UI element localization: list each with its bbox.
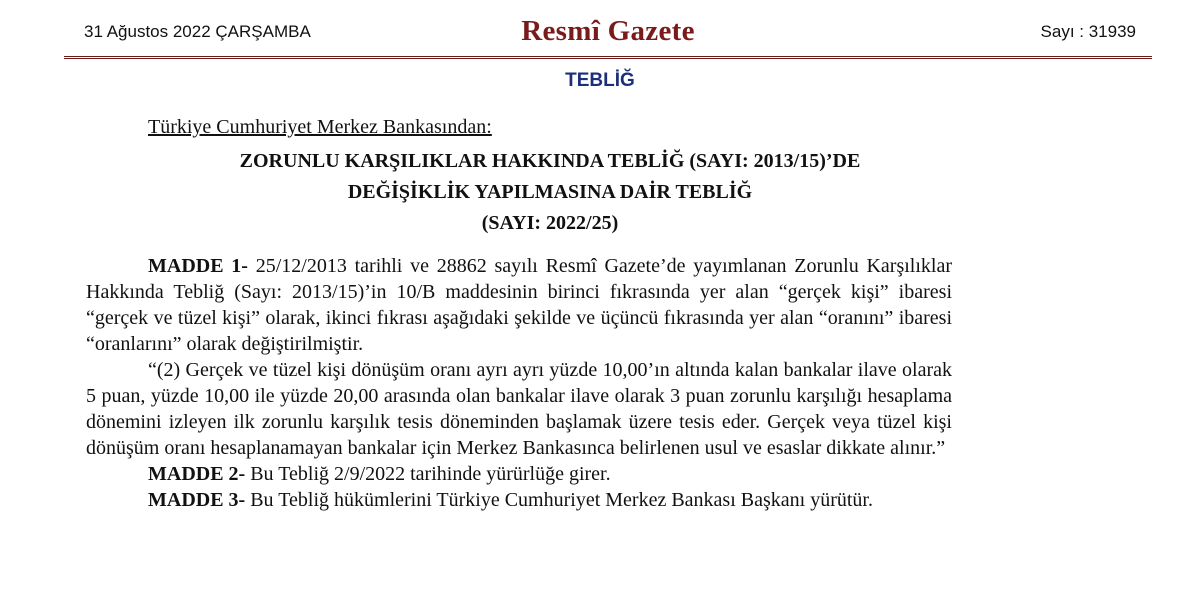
issue-date: 31 Ağustos 2022 ÇARŞAMBA [84, 22, 311, 41]
gazette-title: Resmî Gazete [521, 15, 695, 47]
document-title-line-3: (SAYI: 2022/25) [481, 212, 619, 234]
document-title [0, 146, 1100, 239]
masthead [64, 14, 1152, 59]
article-1 [86, 253, 952, 357]
amended-paragraph-quote: “(2) Gerçek ve tüzel kişi dönüşüm oranı ayrı ayrı yüzde 10,00’ın altında kalan bankalar ilave olarak 5 puan, yüzde 10,00 ile yüzde 20,00 arasında olan bankalar ilave olarak 3 puan zorunlu karşılığı hesaplama dönemini izleyen ilk zorunlu karşılık tesis döneminden başlamak üzere tesis eder. Gerçek veya tüzel kişi dönüşüm oranı hesaplanamayan bankalar için Merkez Bankasınca belirlenen usul ve esaslar dikkate alınır.” [86, 359, 952, 459]
article-1-label: MADDE 1- [148, 255, 248, 277]
article-1-text: 25/12/2013 tarihli ve 28862 sayılı Resmî Gazete’de yayımlanan Zorunlu Karşılıklar Hakkında Tebliğ (Sayı: 2013/15)’in 10/B maddesinin birinci fıkrasında yer alan “gerçek kişi” ibaresi “gerçek ve tüzel kişi” olarak, ikinci fıkrası aşağıdaki şekilde ve üçüncü fıkrasında yer alan “oranını” ibaresi “oranlarını” olarak değiştirilmiştir. [86, 255, 953, 355]
document-title-line-2: DEĞİŞİKLİK YAPILMASINA DAİR TEBLİĞ [347, 181, 753, 203]
issuing-institution: Türkiye Cumhuriyet Merkez Bankasından: [148, 116, 492, 138]
article-3 [148, 487, 952, 513]
document-body [86, 114, 953, 513]
article-2-text: Bu Tebliğ 2/9/2022 tarihinde yürürlüğe girer. [250, 463, 611, 485]
issue-number: Sayı : 31939 [1040, 22, 1136, 41]
articles [86, 253, 953, 513]
article-3-label: MADDE 3- [148, 489, 246, 511]
article-2 [148, 461, 952, 487]
document-title-line-1: ZORUNLU KARŞILIKLAR HAKKINDA TEBLİĞ (SAYI: 2013/15)’DE [239, 150, 861, 172]
section-title: TEBLİĞ [565, 70, 635, 91]
article-3-text: Bu Tebliğ hükümlerini Türkiye Cumhuriyet Merkez Bankası Başkanı yürütür. [250, 489, 873, 511]
article-2-label: MADDE 2- [148, 463, 246, 485]
